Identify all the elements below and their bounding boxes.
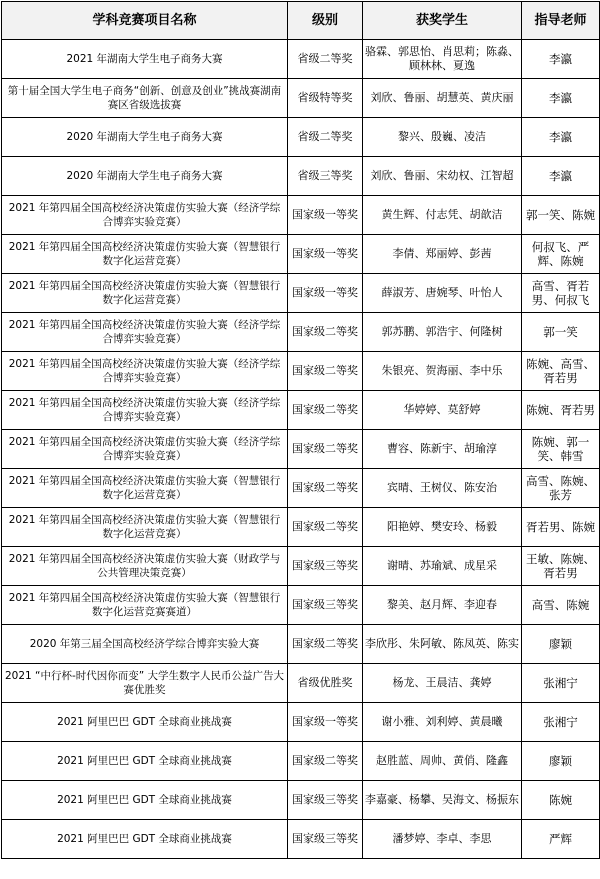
- students-cell: 阳艳婷、樊安玲、杨毅: [363, 508, 522, 547]
- competition-cell: 2021 年第四届全国高校经济决策虚仿实验大赛（经济学综合博弈实验竞赛）: [2, 313, 288, 352]
- teacher-cell: 李瀛: [522, 157, 600, 196]
- level-cell: 国家级二等奖: [288, 742, 363, 781]
- level-cell: 国家级一等奖: [288, 274, 363, 313]
- teacher-cell: 王敏、陈婉、胥若男: [522, 547, 600, 586]
- level-cell: 国家级三等奖: [288, 547, 363, 586]
- students-cell: 赵胜蓝、周帅、黄俏、隆鑫: [363, 742, 522, 781]
- level-cell: 国家级二等奖: [288, 430, 363, 469]
- teacher-cell: 陈婉、郭一笑、韩雪: [522, 430, 600, 469]
- level-cell: 国家级二等奖: [288, 352, 363, 391]
- competition-cell: 第十届全国大学生电子商务“创新、创意及创业”挑战赛湖南赛区省级选拔赛: [2, 79, 288, 118]
- teacher-cell: 陈婉、高雪、胥若男: [522, 352, 600, 391]
- teacher-cell: 陈婉: [522, 781, 600, 820]
- competition-cell: 2021 年第四届全国高校经济决策虚仿实验大赛（经济学综合博弈实验竞赛）: [2, 430, 288, 469]
- students-cell: 李欣彤、朱阿敏、陈凤英、陈实: [363, 625, 522, 664]
- competition-cell: 2021 阿里巴巴 GDT 全球商业挑战赛: [2, 820, 288, 859]
- awards-table: [1, 1, 600, 859]
- level-cell: 国家级三等奖: [288, 781, 363, 820]
- teacher-cell: 张湘宁: [522, 703, 600, 742]
- competition-cell: 2020 年第三届全国高校经济学综合博弈实验大赛: [2, 625, 288, 664]
- level-cell: 省级特等奖: [288, 79, 363, 118]
- teacher-cell: 廖颖: [522, 625, 600, 664]
- table-row: [2, 742, 600, 781]
- competition-cell: 2021 阿里巴巴 GDT 全球商业挑战赛: [2, 703, 288, 742]
- competition-cell: 2021 年湖南大学生电子商务大赛: [2, 40, 288, 79]
- students-cell: 曹容、陈新宇、胡瑜淳: [363, 430, 522, 469]
- level-cell: 国家级一等奖: [288, 196, 363, 235]
- table-row: [2, 625, 600, 664]
- teacher-cell: 廖颖: [522, 742, 600, 781]
- competition-cell: 2021 年第四届全国高校经济决策虚仿实验大赛（智慧银行数字化运营竞赛）: [2, 508, 288, 547]
- students-cell: 谢晴、苏瑜斌、成星采: [363, 547, 522, 586]
- students-cell: 黎美、赵月辉、李迎春: [363, 586, 522, 625]
- students-cell: 潘梦婷、李卓、李思: [363, 820, 522, 859]
- students-cell: 刘欣、鲁丽、宋幼权、江智超: [363, 157, 522, 196]
- competition-cell: 2021 阿里巴巴 GDT 全球商业挑战赛: [2, 742, 288, 781]
- competition-cell: 2021 年第四届全国高校经济决策虚仿实验大赛（智慧银行数字化运营竞赛）: [2, 274, 288, 313]
- students-cell: 谢小雅、刘利婷、黄晨曦: [363, 703, 522, 742]
- table-row: [2, 235, 600, 274]
- table-row: [2, 118, 600, 157]
- level-cell: 国家级二等奖: [288, 508, 363, 547]
- table-row: [2, 313, 600, 352]
- students-cell: 华婷婷、莫舒婷: [363, 391, 522, 430]
- table-row: [2, 79, 600, 118]
- teacher-cell: 何叔飞、严辉、陈婉: [522, 235, 600, 274]
- teacher-cell: 严辉: [522, 820, 600, 859]
- level-cell: 国家级二等奖: [288, 313, 363, 352]
- competition-cell: 2021 年第四届全国高校经济决策虚仿实验大赛（经济学综合博弈实验竞赛）: [2, 391, 288, 430]
- students-cell: 杨龙、王晨洁、龚婷: [363, 664, 522, 703]
- teacher-cell: 高雪、陈婉、张芳: [522, 469, 600, 508]
- level-cell: 国家级二等奖: [288, 469, 363, 508]
- teacher-cell: 李瀛: [522, 79, 600, 118]
- level-cell: 省级二等奖: [288, 118, 363, 157]
- students-cell: 朱银亮、贺海丽、李中乐: [363, 352, 522, 391]
- competition-cell: 2020 年湖南大学生电子商务大赛: [2, 118, 288, 157]
- level-cell: 国家级三等奖: [288, 820, 363, 859]
- competition-cell: 2021 阿里巴巴 GDT 全球商业挑战赛: [2, 781, 288, 820]
- table-body: [2, 40, 600, 859]
- level-cell: 国家级二等奖: [288, 625, 363, 664]
- level-cell: 国家级二等奖: [288, 391, 363, 430]
- header-row: [2, 2, 600, 40]
- table-row: [2, 352, 600, 391]
- table-row: [2, 274, 600, 313]
- teacher-cell: 陈婉、胥若男: [522, 391, 600, 430]
- header-competition: 学科竞赛项目名称: [2, 2, 288, 40]
- competition-cell: 2020 年湖南大学生电子商务大赛: [2, 157, 288, 196]
- teacher-cell: 郭一笑: [522, 313, 600, 352]
- students-cell: 薛淑芳、唐婉琴、叶怡人: [363, 274, 522, 313]
- students-cell: 黄生辉、付志凭、胡歆洁: [363, 196, 522, 235]
- students-cell: 郭苏鹏、郭浩宇、何隆树: [363, 313, 522, 352]
- competition-cell: 2021 年第四届全国高校经济决策虚仿实验大赛（财政学与公共管理决策竞赛）: [2, 547, 288, 586]
- teacher-cell: 李瀛: [522, 118, 600, 157]
- table-row: [2, 703, 600, 742]
- table-row: [2, 664, 600, 703]
- table-row: [2, 196, 600, 235]
- table-row: [2, 508, 600, 547]
- students-cell: 李嘉豪、杨攀、吴海文、杨振东: [363, 781, 522, 820]
- level-cell: 省级三等奖: [288, 157, 363, 196]
- students-cell: 李倩、郑丽婷、彭茜: [363, 235, 522, 274]
- competition-cell: 2021 年第四届全国高校经济决策虚仿实验大赛（智慧银行数字化运营竞赛赛道）: [2, 586, 288, 625]
- teacher-cell: 高雪、胥若男、何叔飞: [522, 274, 600, 313]
- level-cell: 国家级三等奖: [288, 586, 363, 625]
- level-cell: 省级优胜奖: [288, 664, 363, 703]
- students-cell: 骆霖、郭思怡、肖思莉；陈淼、顾林林、夏逸: [363, 40, 522, 79]
- table-row: [2, 157, 600, 196]
- teacher-cell: 郭一笑、陈婉: [522, 196, 600, 235]
- teacher-cell: 张湘宁: [522, 664, 600, 703]
- level-cell: 国家级一等奖: [288, 703, 363, 742]
- table-row: [2, 547, 600, 586]
- students-cell: 宾晴、王树仪、陈安治: [363, 469, 522, 508]
- table-row: [2, 469, 600, 508]
- teacher-cell: 高雪、陈婉: [522, 586, 600, 625]
- table-row: [2, 781, 600, 820]
- table-row: [2, 820, 600, 859]
- table-row: [2, 40, 600, 79]
- table-row: [2, 391, 600, 430]
- competition-cell: 2021 年第四届全国高校经济决策虚仿实验大赛（智慧银行数字化运营竞赛）: [2, 235, 288, 274]
- header-students: 获奖学生: [363, 2, 522, 40]
- students-cell: 黎兴、殷巍、凌洁: [363, 118, 522, 157]
- competition-cell: 2021 年第四届全国高校经济决策虚仿实验大赛（智慧银行数字化运营竞赛）: [2, 469, 288, 508]
- header-teacher: 指导老师: [522, 2, 600, 40]
- teacher-cell: 胥若男、陈婉: [522, 508, 600, 547]
- level-cell: 省级二等奖: [288, 40, 363, 79]
- competition-cell: 2021 年第四届全国高校经济决策虚仿实验大赛（经济学综合博弈实验竞赛）: [2, 352, 288, 391]
- competition-cell: 2021 年第四届全国高校经济决策虚仿实验大赛（经济学综合博弈实验竞赛）: [2, 196, 288, 235]
- level-cell: 国家级一等奖: [288, 235, 363, 274]
- header-level: 级别: [288, 2, 363, 40]
- table-row: [2, 430, 600, 469]
- table-row: [2, 586, 600, 625]
- students-cell: 刘欣、鲁丽、胡慧英、黄庆丽: [363, 79, 522, 118]
- teacher-cell: 李瀛: [522, 40, 600, 79]
- competition-cell: 2021 “中行杯-时代因你而变” 大学生数字人民币公益广告大赛优胜奖: [2, 664, 288, 703]
